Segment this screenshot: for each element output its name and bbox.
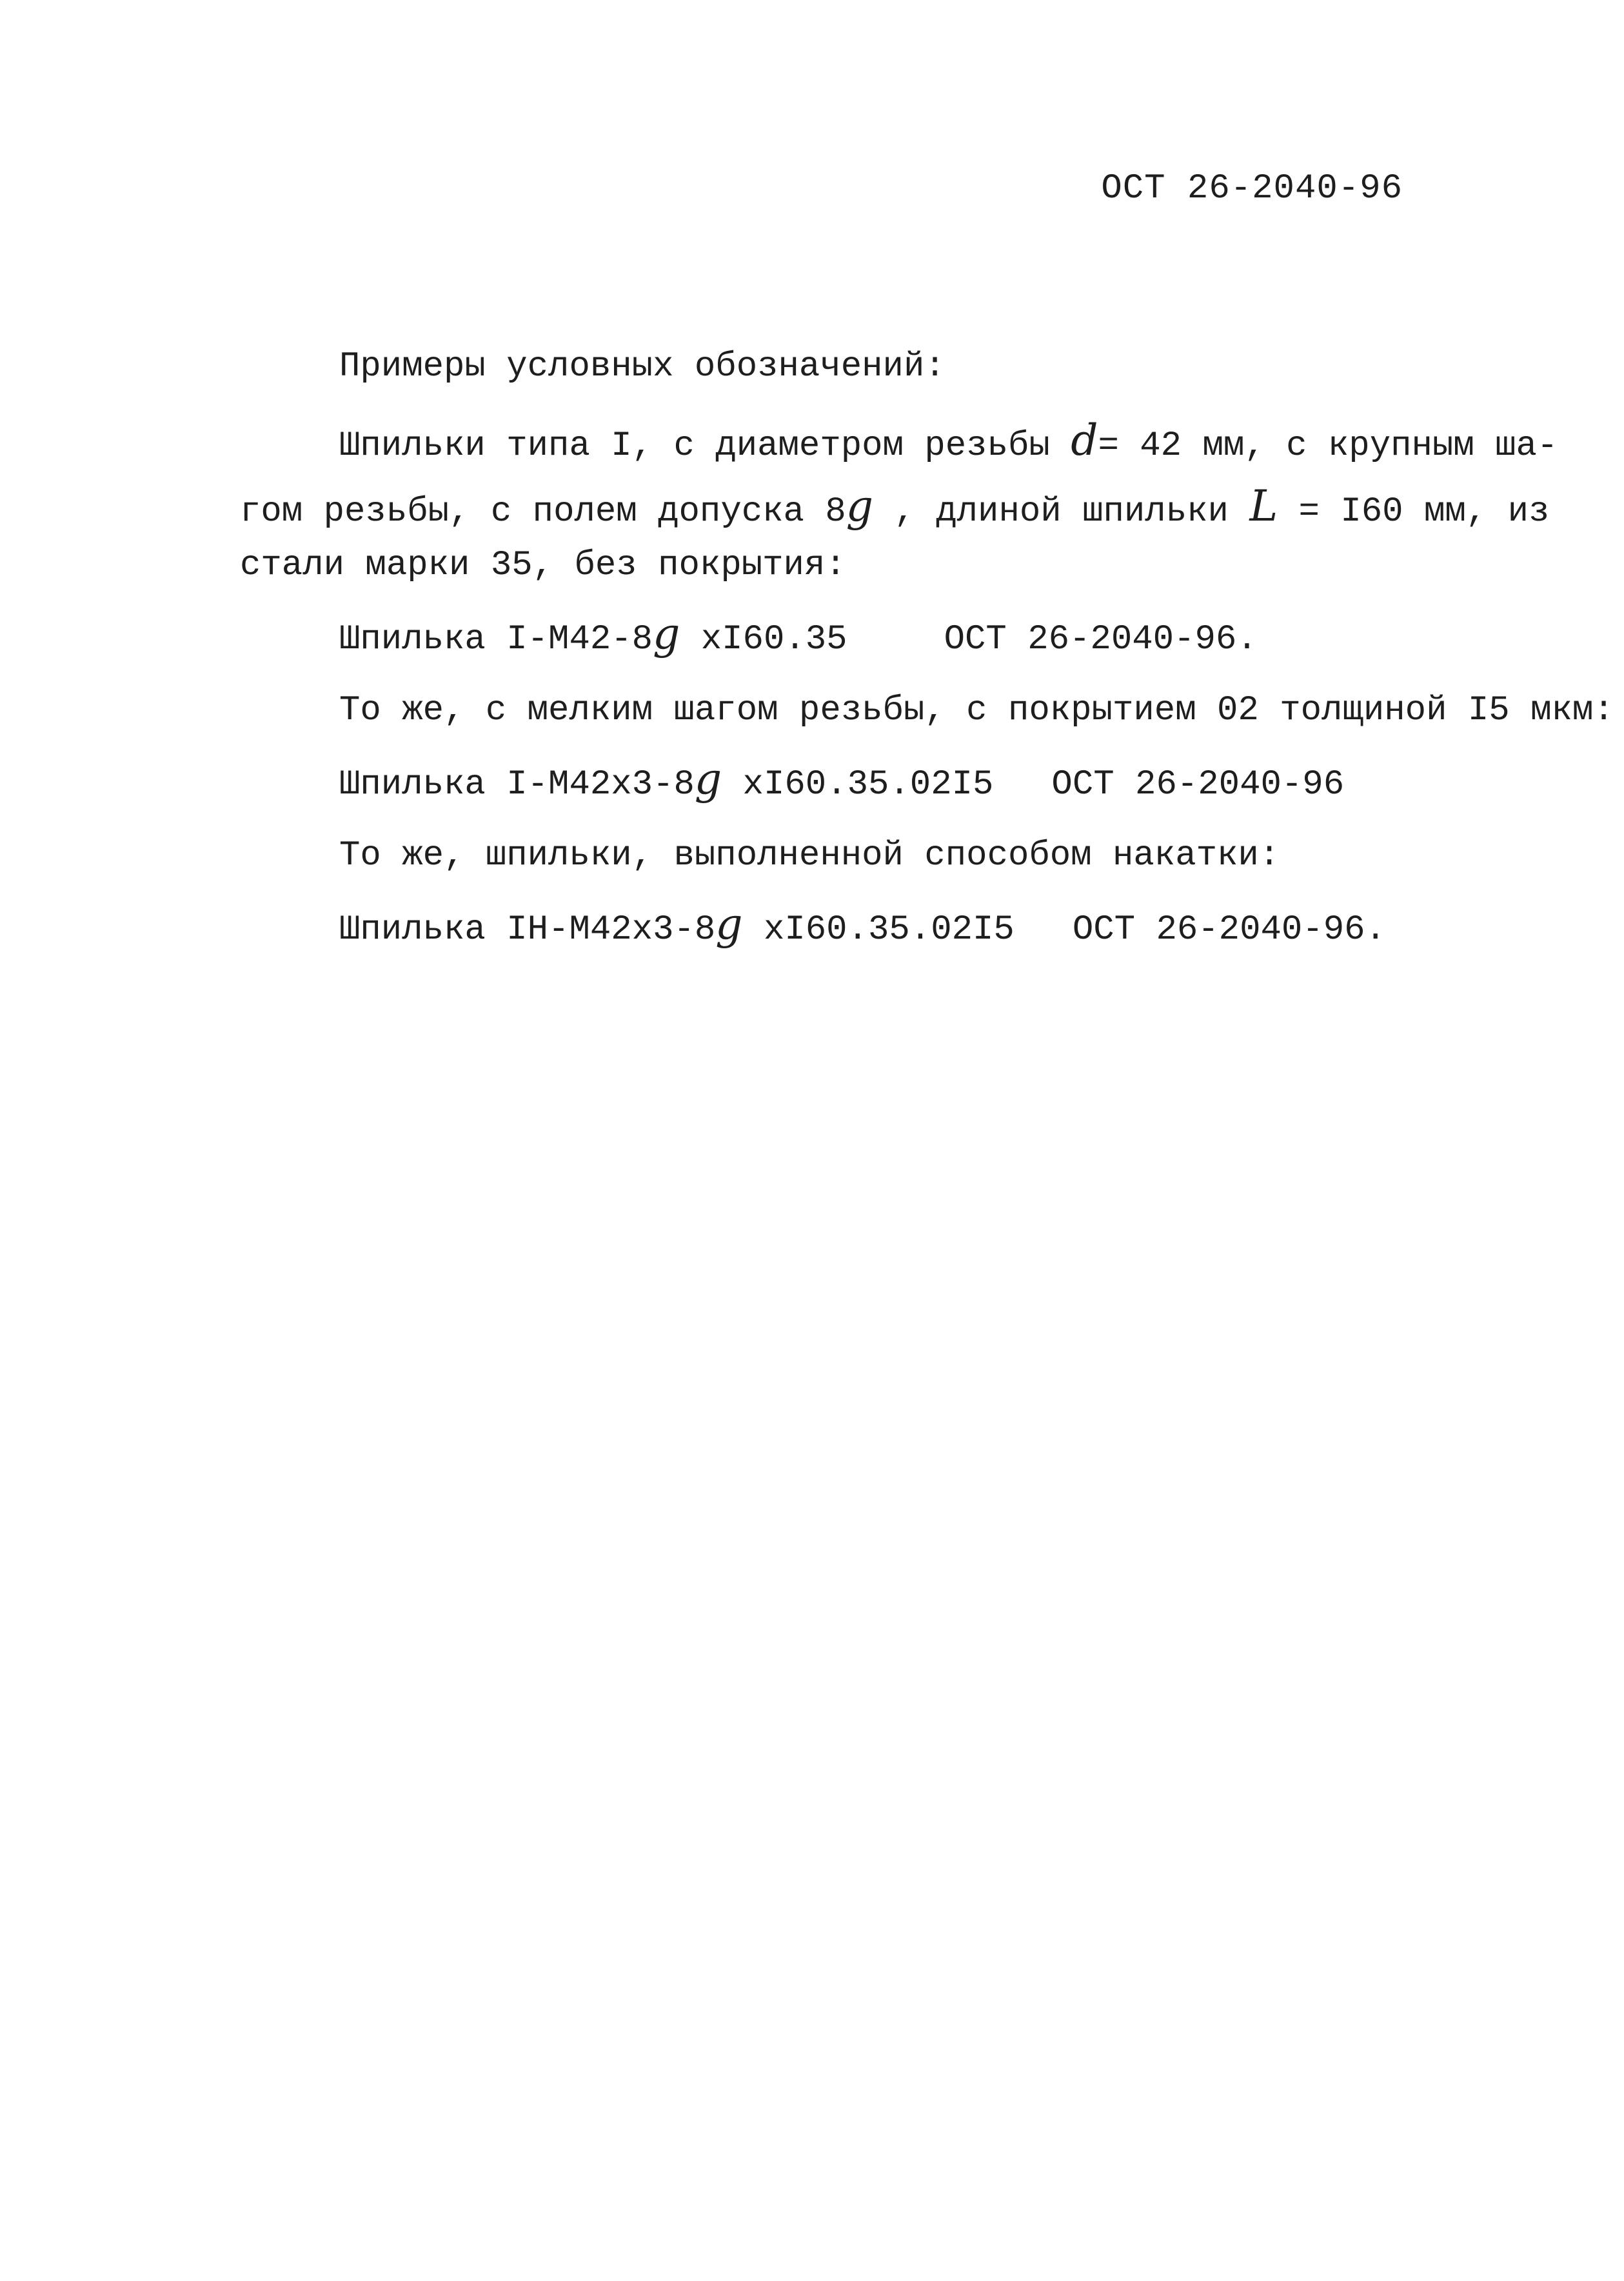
example1-line3: стали марки 35, без покрытия: bbox=[240, 546, 846, 585]
example3-text: То же, шпильки, выполненной способом накатки: bbox=[339, 836, 1280, 875]
section-title: Примеры условных обозначений: bbox=[339, 347, 946, 386]
symbol-g: g bbox=[846, 481, 874, 531]
symbol-L: L bbox=[1249, 481, 1278, 531]
document-number: ОСТ 26-2040-96 bbox=[1101, 169, 1403, 208]
symbol-g: g bbox=[694, 754, 722, 804]
standard-ref: ОСТ 26-2040-96 bbox=[1051, 765, 1345, 804]
symbol-d: d bbox=[1071, 415, 1098, 465]
example1-line1: Шпильки типа I, с диаметром резьбы d= 42 мм, с крупным ша- bbox=[339, 415, 1558, 466]
symbol-g: g bbox=[653, 609, 680, 659]
example2-designation: Шпилька I-М42x3-8g xI60.35.02I5 ОСТ 26-2040-96 bbox=[339, 754, 1345, 804]
standard-ref: ОСТ 26-2040-96. bbox=[1072, 910, 1386, 950]
symbol-g: g bbox=[715, 899, 743, 949]
example3-designation: Шпилька IН-М42x3-8g xI60.35.02I5 ОСТ 26-2040-96. bbox=[339, 899, 1386, 950]
example1-designation: Шпилька I-М42-8g xI60.35 ОСТ 26-2040-96. bbox=[339, 609, 1258, 659]
standard-ref: ОСТ 26-2040-96. bbox=[944, 620, 1258, 659]
example1-line2: гом резьбы, с полем допуска 8g , длиной шпильки L = I60 мм, из bbox=[240, 481, 1550, 532]
example2-text: То же, с мелким шагом резьбы, с покрытием 02 толщиной I5 мкм: bbox=[339, 691, 1614, 730]
